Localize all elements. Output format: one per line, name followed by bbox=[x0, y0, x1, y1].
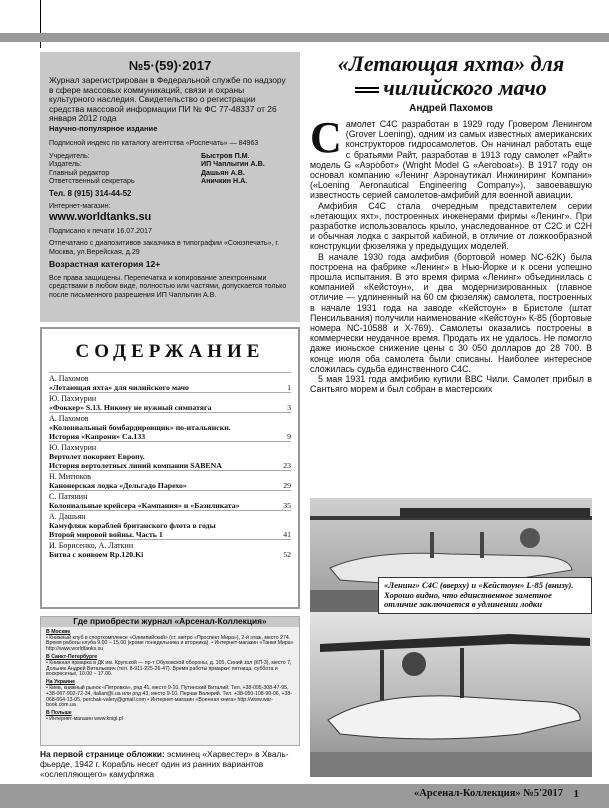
toc-author: А. Пахомов bbox=[49, 412, 291, 423]
toc-entry[interactable] bbox=[49, 481, 291, 490]
toc-entry-title: «Фоккер» S.13. Никому не нужный симпатяга bbox=[49, 403, 212, 412]
staff-row: Главный редактор Дашьян А.В. bbox=[49, 168, 245, 177]
city-name: В Москве bbox=[46, 628, 71, 635]
toc-entry-page bbox=[287, 521, 291, 530]
title-line-2-wrap bbox=[310, 76, 592, 100]
staff-row: Издатель: ИП Чаплыгин А.В. bbox=[49, 160, 265, 169]
city-details: • Книжная ярмарка в ДК им. Крупской — пр-т Обуховской обороны, д. 105, Синий зал (КП-3), место 7, Дольник Андрей Витальевич (тел. 8-911-225-26-47). Время работы ярмарки: пятница, суббота и воскресенье, 10.00 – 17.00. bbox=[46, 659, 292, 678]
city-name: В Санкт-Петербурге bbox=[46, 653, 98, 660]
toc-author: А. Дашьян bbox=[49, 510, 291, 521]
phone-number: Тел. 8 (915) 314-44-52 bbox=[49, 189, 132, 199]
title-line-1: «Летающая яхта» для bbox=[337, 51, 565, 76]
toc-author: Ю. Пахмурин bbox=[49, 392, 291, 403]
signed-date: Подписано к печати 16.07.2017 bbox=[49, 226, 152, 235]
toc-entry-page: 23 bbox=[283, 461, 291, 470]
footer-band bbox=[0, 784, 609, 808]
toc-entry-page bbox=[287, 423, 291, 432]
toc-entry[interactable] bbox=[49, 383, 291, 392]
footer-magazine: «Арсенал-Коллекция» №5'2017 bbox=[414, 788, 563, 799]
toc-entry-title: Битва с конвоем Rp.120.Ki bbox=[49, 550, 144, 559]
toc-entry-title: Канонерская лодка «Дельгадо Парехо» bbox=[49, 481, 187, 490]
article-title bbox=[310, 52, 592, 100]
article-body bbox=[310, 113, 592, 395]
toc-entry-title: История вертолетных линий компании SABENA bbox=[49, 461, 222, 470]
contents-heading: СОДЕРЖАНИЕ bbox=[75, 341, 265, 362]
toc-author: Ю. Пахмурин bbox=[49, 441, 291, 452]
toc-entry[interactable] bbox=[49, 432, 291, 441]
title-rule bbox=[355, 87, 379, 93]
toc-list bbox=[49, 372, 291, 559]
toc-entry-title: Камуфляж кораблей британского флота в годы bbox=[49, 521, 216, 530]
toc-entry[interactable] bbox=[49, 403, 291, 412]
city-details: • Киев, книжный рынок «Петровка», ряд 41, место 9-10. Путинский Виталий. Тел. +38-095-308-47-95, +38-067-902-72-34, italian@i.ua или ряд 43, место 9-10. Перчак Валерий. Тел. +38-050-108-90-06, +38-068-664-13-05, perchak-valery@gmail.com • Интернет-магазин «Военная книга» http://www.war-book.com.ua bbox=[46, 684, 293, 709]
page-number: 1 bbox=[573, 788, 579, 800]
staff-list bbox=[49, 152, 291, 186]
toc-entry-page: 3 bbox=[287, 403, 291, 412]
publication-type: Научно-популярное издание bbox=[49, 123, 158, 133]
toc-author: Н. Митюков bbox=[49, 470, 291, 481]
toc-entry-title: «Летающая яхта» для чилийского мачо bbox=[49, 383, 189, 392]
where-heading: Где приобрести журнал «Арсенал-Коллекция» bbox=[41, 617, 299, 627]
toc-entry[interactable] bbox=[49, 530, 291, 539]
left-column bbox=[40, 52, 300, 779]
toc-author: А. Пахомов bbox=[49, 372, 291, 383]
toc-entry[interactable] bbox=[49, 501, 291, 510]
toc-entry-title: Колониальные крейсера «Кампания» и «Базиликата» bbox=[49, 501, 240, 510]
article-column bbox=[310, 52, 592, 394]
shop-label: Интернет-магазин: bbox=[49, 202, 111, 211]
toc-entry-page: 35 bbox=[283, 501, 291, 510]
paragraph: В начале 1930 года амфибия (бортовой номер NC-62K) была построена на фабрике «Ленинг» в Нью-Йорке и к осени успешно прошла испытания. В это время фирма «Ленинг» объединилась с компанией «Кейстоун», и два модернизированных (главное отличие — удлиненный на 60 см фюзеляж) самолета, построенных в начале 1931 года на заводе «Кейстоун» в Бристоле (штат Пенсильвания) получили наименование «Кейстоун» К-85 (бортовые номера NC-10588 и Х-769). Самолеты оказались построены в коммерчески неудачное время. Продать их не удалось. Не помогло даже июньское снижение цены с 30 050 долларов до 28 700. В конце июля оба самолета были списаны. Наиболее интересное сложилась судьба единственного С4С. bbox=[310, 251, 592, 374]
city-list bbox=[46, 630, 294, 723]
article-author: Андрей Пахомов bbox=[409, 103, 493, 114]
toc-author: С. Патянин bbox=[49, 490, 291, 501]
imprint-box bbox=[40, 52, 300, 322]
staff-row: Ответственный секретарь Аничкин Н.А. bbox=[49, 177, 248, 185]
cover-note bbox=[40, 750, 300, 779]
rights-notice: Все права защищены. Перепечатка и копирование электронными средствами в любом виде, полностью или частями, допускается только после письменного разрешения ИП Чаплыгин А.В. bbox=[49, 274, 287, 299]
seaplane-illustration-bottom bbox=[310, 612, 592, 777]
toc-entry-title: Вертолет покоряет Европу. bbox=[49, 452, 145, 461]
toc-entry-page: 52 bbox=[283, 550, 291, 559]
toc-entry-page bbox=[287, 452, 291, 461]
website-link[interactable]: www.worldtanks.su bbox=[49, 210, 152, 223]
cover-text: эсминец «Харвестер» в Хваль-фьерде, 1942 г. Корабль несет один из ранних вариантов «ослепляющего» камуфляжа bbox=[40, 749, 289, 779]
title-line-2: чилийского мачо bbox=[383, 75, 547, 100]
toc-author: И. Борисенко, А. Латкин bbox=[49, 539, 291, 550]
toc-entry-page: 29 bbox=[283, 481, 291, 490]
registration-text: Журнал зарегистрирован в Федеральной службе по надзору в сфере массовых коммуникаций, связи и охраны культурного наследия. Свидетельство о регистрации средства массовой информации ПИ № ФС 77-48337 от 26 января 2012 года bbox=[49, 75, 286, 124]
cover-label: На первой странице обложки: bbox=[40, 749, 165, 759]
toc-entry-page: 9 bbox=[287, 432, 291, 441]
toc-entry[interactable] bbox=[49, 550, 291, 559]
city-details: • Книжный клуб в спорткомплексе «Олимпийский» (ст. метро «Проспект Мира»), 2-й этаж, место 274. Время работы клуба 9.00 – 15.00 (кроме понедельника и вторника). • Интернет-магазин «Танки Мира» http://www.worldtanks.su bbox=[46, 634, 294, 653]
staff-row: Учредитель: Быстров П.М. bbox=[49, 151, 250, 160]
toc-entry[interactable] bbox=[49, 452, 291, 461]
city-name: В Польше bbox=[46, 710, 72, 717]
header-band bbox=[0, 33, 609, 42]
toc-entry-page: 1 bbox=[287, 383, 291, 392]
issue-number: №5·(59)·2017 bbox=[128, 58, 212, 73]
drop-cap: С bbox=[310, 113, 342, 162]
toc-entry-title: История «Капрони» Са.133 bbox=[49, 432, 146, 441]
city-name: На Украине bbox=[46, 679, 75, 686]
toc-entry-title: Второй мировой войны. Часть 1 bbox=[49, 530, 163, 539]
printing-house: Отпечатано с диапозитивов заказчика в типографии «Союзпечать», г. Москва, ул.Верейская, д.29 bbox=[49, 239, 280, 256]
toc-entry-title: «Колониальный бомбардировщик» по-итальянски. bbox=[49, 423, 231, 432]
photo-caption: «Ленинг» С4С (вверху) и «Кейстоун» L-85 (внизу). Хорошо видно, что единственное заметное отличие заключается в удлинении лодки bbox=[378, 577, 592, 614]
city-details: • Интернет-магазин www.knigi.pl bbox=[46, 715, 123, 722]
toc-entry[interactable] bbox=[49, 521, 291, 530]
age-category: Возрастная категория 12+ bbox=[49, 259, 161, 270]
toc-entry[interactable] bbox=[49, 423, 291, 432]
paragraph: 5 мая 1931 года амфибию купили ВВС Чили. Самолет прибыл в Сантьяго морем и был собран в мастерских bbox=[310, 374, 592, 395]
table-of-contents bbox=[40, 327, 300, 609]
toc-entry[interactable] bbox=[49, 461, 291, 470]
subscription-index: Подписной индекс по каталогу агентства «Роспечать» — 84963 bbox=[49, 139, 259, 148]
paragraph: амолет С4С разработан в 1929 году Гровером Ленингом (Grover Loening), одним из самых известных американских конструкторов гидросамолетов. Он начинал работать еще с братьями Райт, разработав в 1913 году самолет «Райт» модель G «Аэробот» (Wright Model G «Aeroboat»). В 1917 году он основал компанию «Ленинг Аэронаутикал Инжиниринг Компани» («Loening Aeronautical Engineering Company»), завоевавшую известность серией самолетов-амфибий для военной авиации. bbox=[310, 119, 592, 201]
toc-entry-page: 41 bbox=[283, 530, 291, 539]
where-to-buy-box bbox=[40, 616, 300, 746]
paragraph: Амфибия С4С стала очередным представителем серии «летающих яхт», построенных инженерами фирмы «Ленинг». При разработке использовалось крыло, унаследованное от С2С и С2Н и обычная лодка с закрытой кабиной, в отличие от ложкообразной конструкции фюзеляжа у предыдущих моделей. bbox=[310, 200, 592, 252]
seaplane-photo-bottom bbox=[310, 612, 592, 777]
